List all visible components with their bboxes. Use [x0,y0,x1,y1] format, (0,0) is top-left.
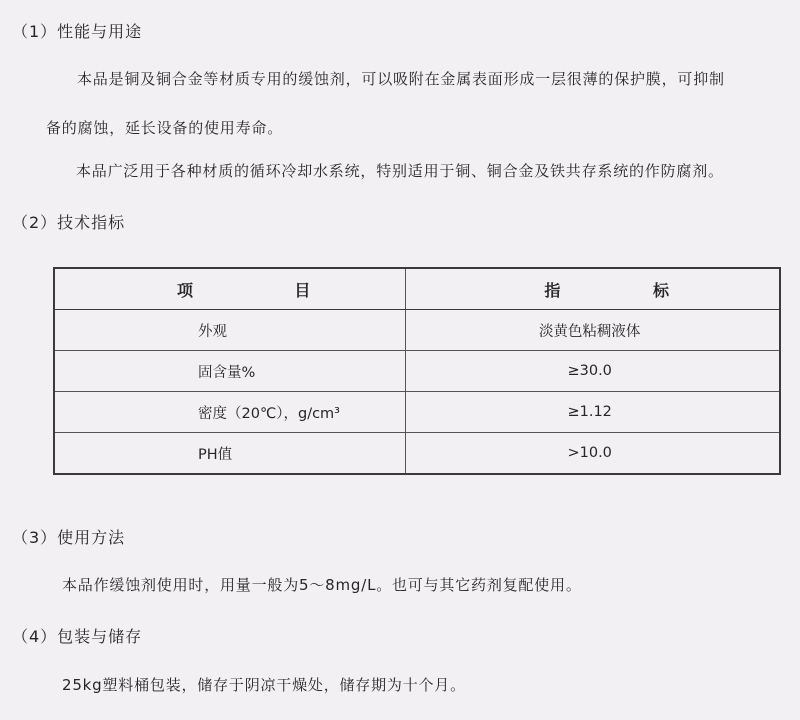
paragraph-performance-3: 本品广泛用于各种材质的循环冷却水系统，特别适用于铜、铜合金及铁共存系统的作防腐剂。 [76,162,724,180]
header-item-char-1: 项 [177,280,194,300]
spec-cell: ≥1.12 [406,392,780,433]
header-spec-char-2: 标 [652,280,669,300]
item-cell: 密度（20℃），g/cm³ [54,392,406,433]
header-item [54,268,406,310]
paragraph-performance-1: 本品是铜及铜合金等材质专用的缓蚀剂，可以吸附在金属表面形成一层很薄的保护膜，可抑制 [77,70,725,88]
section-heading-specs: （2）技术指标 [12,213,126,232]
paragraph-usage: 本品作缓蚀剂使用时，用量一般为5～8mg/L。也可与其它药剂复配使用。 [62,576,582,594]
table-row [54,310,780,351]
table-row [54,433,780,475]
item-cell: 外观 [54,310,406,351]
section-heading-usage: （3）使用方法 [12,528,126,547]
paragraph-packaging: 25kg塑料桶包装，储存于阴凉干燥处，储存期为十个月。 [62,676,466,694]
table-row [54,392,780,433]
item-cell: PH值 [54,433,406,475]
section-heading-packaging: （4）包装与储存 [12,627,143,646]
spec-cell: >10.0 [406,433,780,475]
header-item-char-2: 目 [294,280,311,300]
item-cell: 固含量% [54,351,406,392]
section-heading-performance: （1）性能与用途 [12,22,143,41]
spec-table-header-row [54,268,780,310]
header-spec-char-1: 指 [544,280,561,300]
table-row [54,351,780,392]
spec-cell: 淡黄色粘稠液体 [406,310,780,351]
spec-cell: ≥30.0 [406,351,780,392]
header-spec [406,268,780,310]
spec-table [53,267,781,475]
paragraph-performance-2: 备的腐蚀，延长设备的使用寿命。 [46,119,284,137]
